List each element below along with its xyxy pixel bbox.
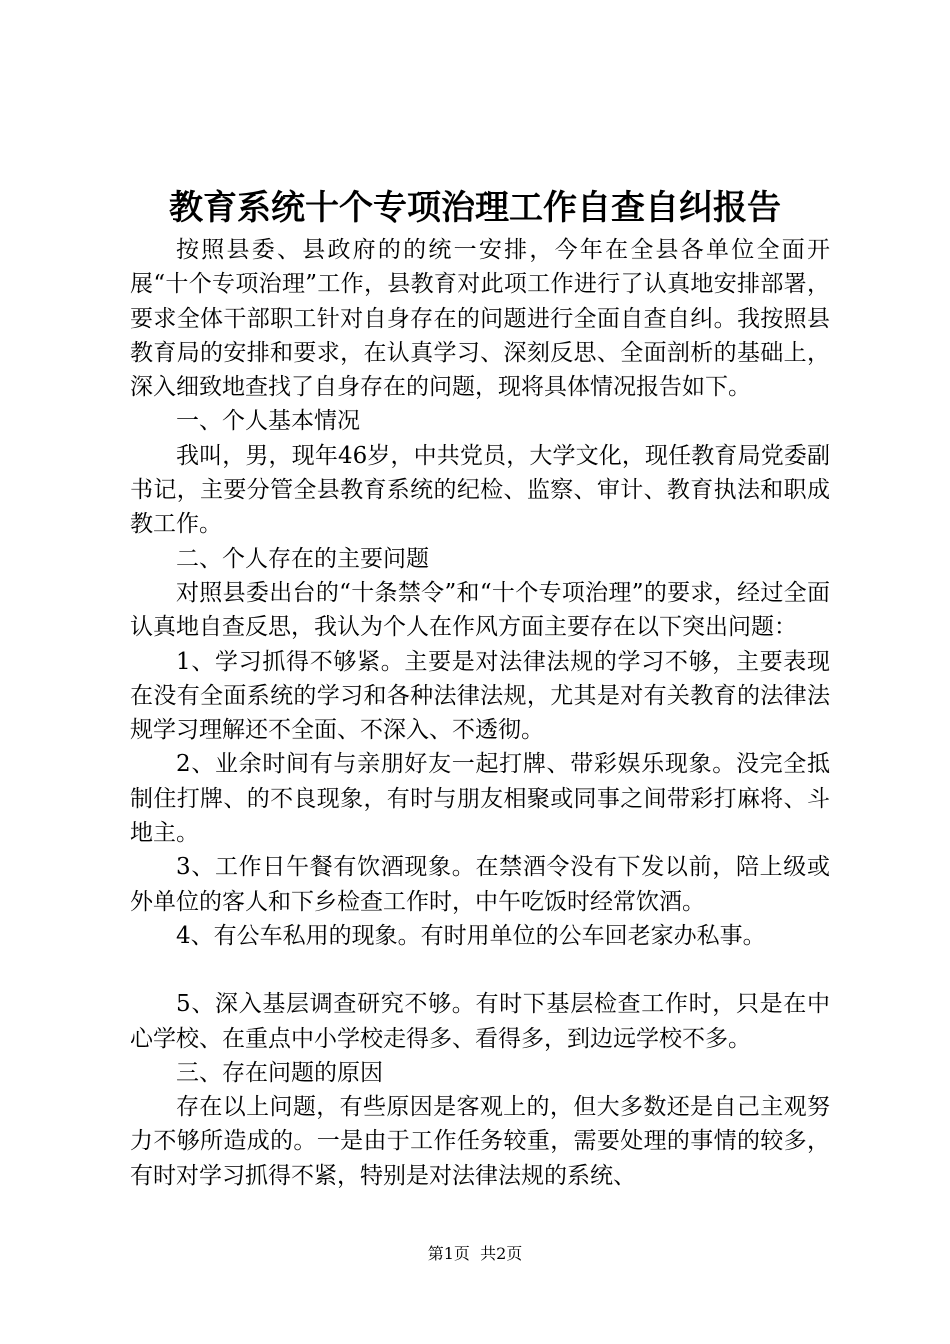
section-heading-causes: 三、存在问题的原因	[176, 1059, 383, 1086]
causes-paragraph: 存在以上问题，有些原因是客观上的，但大多数还是自己主观努力不够所造成的。一是由于工作任务较重，需要处理的事情的较多，有时对学习抓得不紧，特别是对法律法规的系统、	[130, 1094, 830, 1189]
page-footer: 第1页 共2页	[427, 1244, 523, 1263]
problems-intro-paragraph: 对照县委出台的“十条禁令”和“十个专项治理”的要求，经过全面认真地自查反思，我认为个人在作风方面主要存在以下突出问题：	[130, 579, 830, 641]
problem-item-3: 3、工作日午餐有饮酒现象。在禁酒令没有下发以前，陪上级或外单位的客人和下乡检查工作时，中午吃饭时经常饮酒。	[130, 854, 830, 915]
document-title: 教育系统十个专项治理工作自查自纠报告	[169, 188, 781, 228]
section-heading-basic-info: 一、个人基本情况	[176, 408, 360, 435]
blank-line	[130, 953, 830, 987]
problem-item-4: 4、有公车私用的现象。有时用单位的公车回老家办私事。	[176, 922, 766, 949]
problem-item-5: 5、深入基层调查研究不够。有时下基层检查工作时，只是在中心学校、在重点中小学校走得多、看得多，到边远学校不多。	[130, 991, 830, 1052]
problem-item-2: 2、业余时间有与亲朋好友一起打牌、带彩娱乐现象。没完全抵制住打牌、的不良现象，有时与朋友相聚或同事之间带彩打麻将、斗地主。	[130, 751, 830, 847]
intro-paragraph: 按照县委、县政府的的统一安排，今年在全县各单位全面开展“十个专项治理”工作，县教育对此项工作进行了认真地安排部署，要求全体干部职工针对自身存在的问题进行全面自查自纠。我按照县教育局的安排和要求，在认真学习、深刻反思、全面剖析的基础上，深入细致地查找了自身存在的问题，现将具体情况报告如下。	[130, 237, 830, 401]
section-heading-main-problems: 二、个人存在的主要问题	[176, 545, 429, 572]
document-body	[130, 233, 830, 1193]
problem-item-1: 1、学习抓得不够紧。主要是对法律法规的学习不够，主要表现在没有全面系统的学习和各种法律法规，尤其是对有关教育的法律法规学习理解还不全面、不深入、不透彻。	[130, 648, 830, 744]
basic-info-paragraph: 我叫，男，现年46岁，中共党员，大学文化，现任教育局党委副书记，主要分管全县教育系统的纪检、监察、审计、教育执法和职成教工作。	[130, 442, 830, 538]
